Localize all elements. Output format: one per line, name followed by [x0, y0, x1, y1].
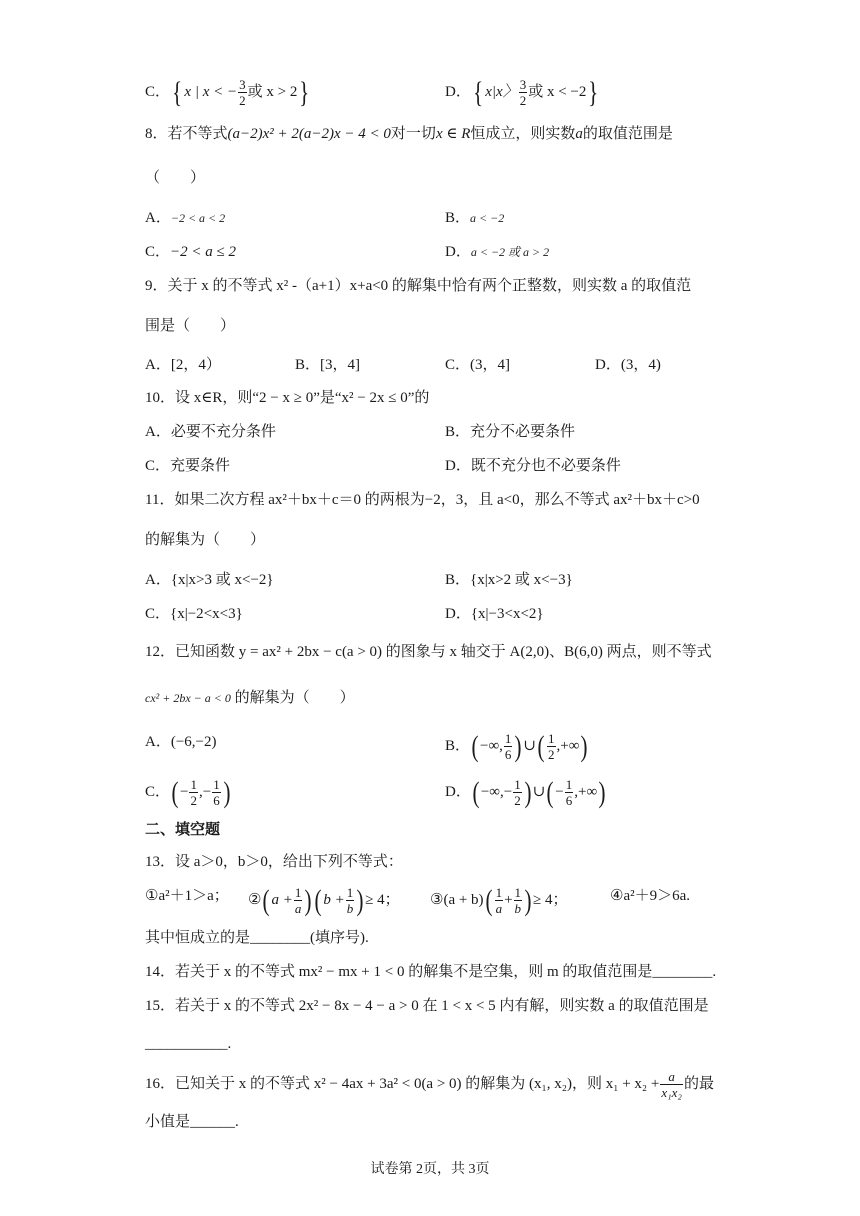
page-footer: 试卷第 2页，共 3页	[370, 1162, 490, 1177]
q8-option-d: D．a < −2 或 a > 2	[445, 244, 550, 260]
q12-option-d: D．( −∞,− $\frac{1}{2}$ ) ∪( − $\frac{1}{6}$ ,+∞)	[445, 775, 606, 809]
q8-paren: （ ）	[145, 170, 206, 186]
q12-option-a: A．(−6,−2)	[145, 734, 217, 750]
q8-stem: 8．若不等式(a−2)x² + 2(a−2)x − 4 < 0对一切x ∈ R恒成立，则实数a的取值范围是	[145, 126, 673, 142]
q8-option-b: B．a < −2	[445, 210, 505, 226]
q10-option-d: D．既不充分也不必要条件	[445, 458, 621, 474]
q9-option-a: A．[2，4）	[145, 357, 221, 373]
q10-option-a: A．必要不充分条件	[145, 424, 276, 440]
q9-option-c: C．(3，4]	[445, 357, 510, 373]
q13-item-1: ①a²＋1＞a；	[145, 888, 229, 904]
q11-stem-line2: 的解集为（ ）	[145, 532, 266, 548]
q13-item-3: ③(a + b)( $\frac{1}{a}$ + $\frac{1}{b}$ ) ≥ 4；	[430, 883, 568, 917]
q16-stem-line2: 小值是______.	[145, 1114, 239, 1130]
q15-stem-line1: 15．若关于 x 的不等式 2x² − 8x − 4 − a > 0 在 1 < x < 5 内有解，则实数 a 的取值范围是	[145, 998, 709, 1014]
q9-stem-line1: 9．关于 x 的不等式 x² -（a+1）x+a<0 的解集中恰有两个正整数，则实数 a 的取值范	[145, 278, 692, 294]
q14-stem: 14．若关于 x 的不等式 mx² − mx + 1 < 0 的解集不是空集，则 m 的取值范围是________.	[145, 964, 717, 980]
q9-option-b: B．[3，4]	[295, 357, 360, 373]
q12-stem-line2: cx² + 2bx − a < 0 的解集为（ ）	[145, 690, 355, 706]
q7-option-d: D．{ x|x〉 $\frac{3}{2}$ 或 x < −2}	[445, 75, 599, 109]
q16-stem-line1: 16．已知关于 x 的不等式 x² − 4ax + 3a² < 0(a > 0) 的解集为 (x₁, x₂)，则 x₁ + x₂ + $\frac{a}{\text{x₁x₂}}$ 的最	[145, 1069, 714, 1100]
section-title: 二、填空题	[145, 820, 221, 838]
q11-stem-line1: 11．如果二次方程 ax²＋bx＋c＝0 的两根为−2，3，且 a<0，那么不等式 ax²＋bx＋c>0	[145, 492, 700, 508]
q10-option-c: C．充要条件	[145, 458, 231, 474]
q9-option-d: D．(3，4)	[595, 357, 661, 373]
q11-option-c: C．{x|−2<x<3}	[145, 606, 243, 622]
q13-stem: 13．设 a＞0，b＞0，给出下列不等式：	[145, 854, 403, 870]
q7-option-c: C．{ x | x < − $\frac{3}{2}$ 或 x > 2}	[145, 75, 310, 109]
q12-option-c: C．( − $\frac{1}{2}$ ,− $\frac{1}{6}$ )	[145, 775, 231, 809]
q9-stem-line2: 围是（ ）	[145, 318, 236, 334]
q13-item-4: ④a²＋9＞6a.	[610, 888, 691, 904]
q11-option-d: D．{x|−3<x<2}	[445, 606, 544, 622]
q15-stem-line2: ___________.	[145, 1036, 232, 1052]
q12-stem-line1: 12．已知函数 y = ax² + 2bx − c(a > 0) 的图象与 x 轴交于 A(2,0)、B(6,0) 两点，则不等式	[145, 644, 712, 660]
q8-option-c: C．−2 < a ≤ 2	[145, 244, 236, 260]
q8-option-a: A．−2 < a < 2	[145, 210, 226, 226]
q10-option-b: B．充分不必要条件	[445, 424, 576, 440]
q11-option-b: B．{x|x>2 或 x<−3}	[445, 572, 573, 588]
q12-option-b: B．( −∞, $\frac{1}{6}$ ) ∪( $\frac{1}{2}$ ,+∞)	[445, 729, 588, 763]
q13-item-2: ②( a + $\frac{1}{a}$ ) ( b + $\frac{1}{b}$ ) ≥ 4；	[248, 883, 400, 917]
q10-stem: 10．设 x∈R，则“2 − x ≥ 0”是“x² − 2x ≤ 0”的	[145, 390, 430, 406]
q11-option-a: A．{x|x>3 或 x<−2}	[145, 572, 274, 588]
q13-tail: 其中恒成立的是________(填序号).	[145, 930, 369, 946]
